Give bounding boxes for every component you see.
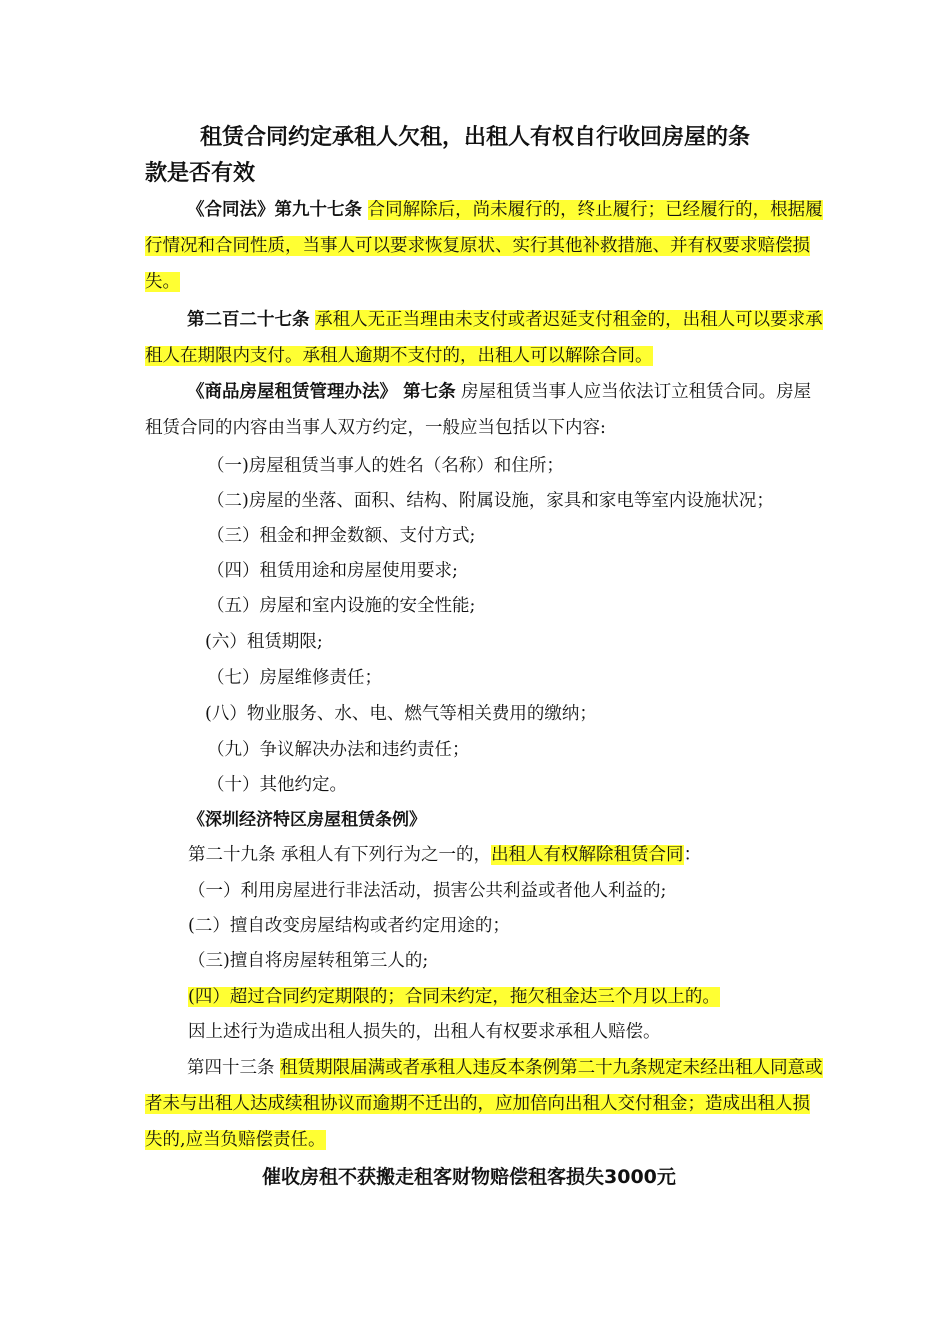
contract-item: （三）租金和押金数额、支付方式;: [207, 526, 476, 546]
shenzhen-item: （一）利用房屋进行非法活动，损害公共利益或者他人利益的;: [188, 881, 667, 901]
highlighted-text: 出租人有权解除租赁合同: [491, 845, 684, 865]
highlighted-text: 租赁期限届满或者承租人违反本条例第二十九条规定未经出租人同意或者未与出租人达成续租协议而逾期不迁出的，应加倍向出租人交付租金；造成出租人损失的,应当负赔偿责任。: [145, 1058, 823, 1150]
contract-item: （五）房屋和室内设施的安全性能;: [207, 596, 476, 616]
article-reference: 《商品房屋租赁管理办法》 第七条: [187, 382, 456, 402]
article-punctuation: ：: [683, 845, 702, 865]
shenzhen-regulation-heading: 《深圳经济特区房屋租赁条例》: [188, 810, 426, 830]
shenzhen-article-29: [188, 840, 701, 870]
contract-item: （七）房屋维修责任；: [207, 668, 382, 688]
contract-item: （四）租赁用途和房屋使用要求;: [207, 561, 458, 581]
highlighted-text: 承租人无正当理由未支付或者迟延支付租金的，出租人可以要求承租人在期限内支付。承租人逾期不支付的，出租人可以解除合同。: [145, 310, 823, 366]
article-text: 房屋租赁当事人应当依法订立租赁合同。房屋租赁合同的内容由当事人双方约定，一般应当包括以下内容:: [145, 382, 812, 438]
compensation-text: 因上述行为造成出租人损失的，出租人有权要求承租人赔偿。: [188, 1022, 661, 1042]
article-text: 第二十九条 承租人有下列行为之一的，: [188, 845, 492, 865]
contract-law-article-97: [145, 192, 825, 300]
contract-item: (六）租赁期限;: [205, 632, 323, 652]
shenzhen-item: （三)擅自将房屋转租第三人的;: [188, 951, 429, 971]
shenzhen-item: (二）擅自改变房屋结构或者约定用途的；: [188, 916, 510, 936]
contract-item: (八）物业服务、水、电、燃气等相关费用的缴纳；: [205, 704, 597, 724]
shenzhen-article-43: [145, 1050, 825, 1158]
contract-item: （十）其他约定。: [207, 775, 347, 795]
highlighted-text: (四）超过合同约定期限的；合同未约定，拖欠租金达三个月以上的。: [188, 987, 720, 1007]
contract-item: （一)房屋租赁当事人的姓名（名称）和住所；: [207, 456, 564, 476]
shenzhen-item-highlighted: [188, 982, 720, 1012]
contract-law-article-227: [145, 302, 825, 374]
contract-item: （二)房屋的坐落、面积、结构、附属设施，家具和家电等室内设施状况；: [207, 491, 774, 511]
document-title: [145, 120, 815, 192]
article-reference: 第二百二十七条: [187, 310, 310, 330]
title-line-2: 款是否有效: [145, 161, 256, 186]
highlighted-text: 合同解除后，尚未履行的，终止履行；已经履行的，根据履行情况和合同性质，当事人可以要求恢复原状、实行其他补救措施、并有权要求赔偿损失。: [145, 200, 823, 292]
article-reference: 《合同法》第九十七条: [187, 200, 362, 220]
title-line-1: 租赁合同约定承租人欠租，出租人有权自行收回房屋的条: [200, 125, 751, 150]
rental-measures-article-7: [145, 374, 825, 446]
case-heading: 催收房租不获搬走租客财物赔偿租客损失3000元: [262, 1166, 676, 1188]
article-reference: 第四十三条: [187, 1058, 275, 1078]
contract-item: （九）争议解决办法和违约责任；: [207, 740, 470, 760]
